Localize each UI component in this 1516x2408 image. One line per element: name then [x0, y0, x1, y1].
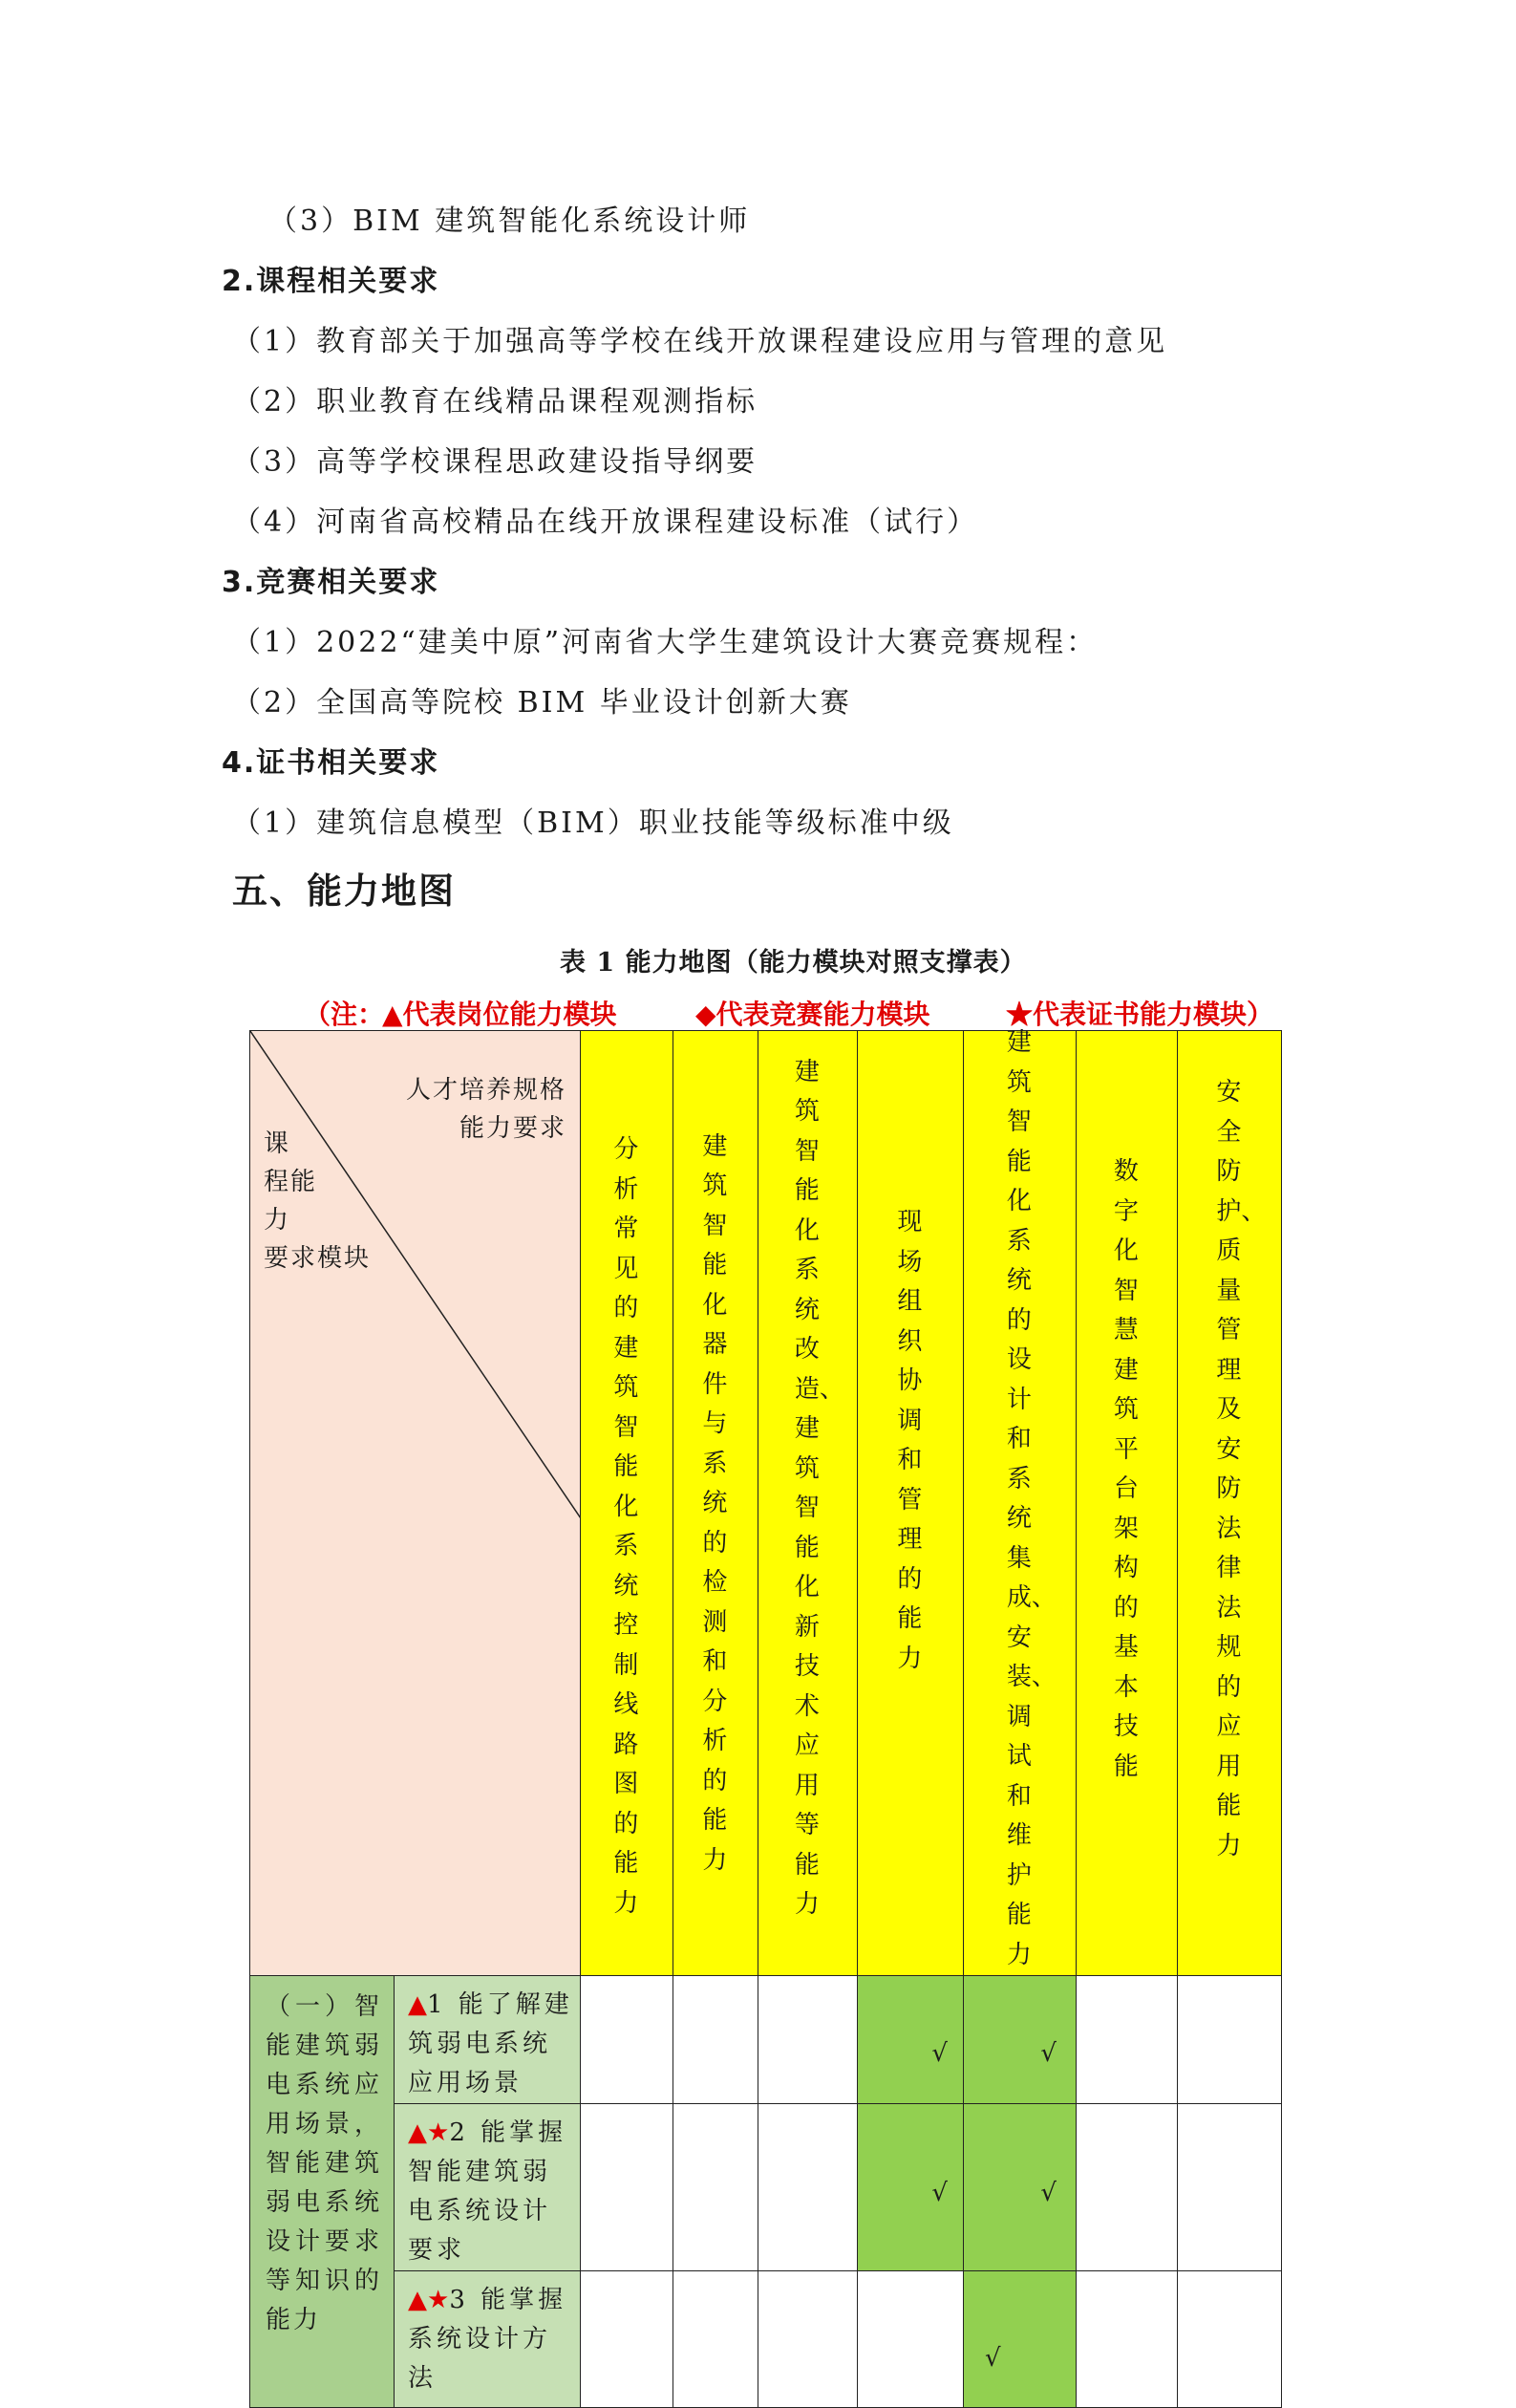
- legend-contest: ◆代表竞赛能力模块: [695, 999, 930, 1030]
- legend-cert: ★代表证书能力模块）: [1006, 999, 1274, 1030]
- ability-cell: ▲1 能了解建筑弱电系统应用场景: [395, 1976, 581, 2104]
- column-header: 分析常见的建筑智能化系统控制线路图的能力: [581, 1031, 673, 1976]
- column-header: 现场组织协调和管理的能力: [858, 1031, 964, 1976]
- line-contest-1: （1）2022“建美中原”河南省大学生建筑设计大赛竞赛规程：: [232, 626, 1099, 659]
- support-cell-checked: √: [964, 1976, 1077, 2104]
- table-row: [250, 2271, 1282, 2408]
- corner-label-bottom-left: 课 程能 力 要求模块: [264, 1129, 372, 1273]
- heading-certificate-requirements: 4.证书相关要求: [222, 746, 440, 780]
- support-cell: [758, 2104, 858, 2271]
- table-caption: 表 1 能力地图（能力模块对照支撑表）: [560, 948, 1027, 978]
- column-header: 数字化智慧建筑平台架构的基本技能: [1077, 1031, 1178, 1976]
- line-course-3: （3）高等学校课程思政建设指导纲要: [232, 445, 758, 479]
- table-row: [250, 2104, 1282, 2271]
- heading-course-requirements: 2.课程相关要求: [222, 265, 440, 298]
- line-contest-2: （2）全国高等院校 BIM 毕业设计创新大赛: [232, 686, 852, 720]
- support-cell-checked: √: [964, 2271, 1077, 2408]
- support-cell: [1077, 1976, 1178, 2104]
- support-cell: [1077, 2104, 1178, 2271]
- column-header: 建筑智能化系统的设计和系统集成、安装、调试和维护能力: [964, 1031, 1077, 1976]
- line-course-4: （4）河南省高校精品在线开放课程建设标准（试行）: [232, 505, 979, 539]
- heading-contest-requirements: 3.竞赛相关要求: [222, 566, 440, 599]
- section-title: 五、能力地图: [232, 871, 456, 912]
- support-cell: [1178, 2104, 1282, 2271]
- support-cell: [1077, 2271, 1178, 2408]
- ability-cell: ▲★3 能掌握系统设计方法: [395, 2271, 581, 2408]
- column-header: 建筑智能化器件与系统的检测和分析的能力: [673, 1031, 758, 1976]
- support-cell: [758, 2271, 858, 2408]
- support-cell: [581, 2271, 673, 2408]
- support-cell-checked: √: [964, 2104, 1077, 2271]
- support-cell-checked: √: [858, 1976, 964, 2104]
- support-cell: [673, 1976, 758, 2104]
- support-cell: [758, 1976, 858, 2104]
- line-course-1: （1）教育部关于加强高等学校在线开放课程建设应用与管理的意见: [232, 325, 1168, 358]
- corner-header-cell: [250, 1031, 581, 1976]
- support-cell: [673, 2104, 758, 2271]
- legend-post: ▲代表岗位能力模块: [382, 999, 617, 1030]
- support-cell: [858, 2271, 964, 2408]
- support-cell: [581, 2104, 673, 2271]
- corner-label-top-right: 人才培养规格 能力要求: [405, 1076, 566, 1143]
- ability-map-table: [249, 1030, 1282, 2408]
- line-job-3: （3）BIM 建筑智能化系统设计师: [268, 204, 751, 238]
- ability-cell: ▲★2 能掌握智能建筑弱电系统设计要求: [395, 2104, 581, 2271]
- line-certificate-1: （1）建筑信息模型（BIM）职业技能等级标准中级: [232, 806, 954, 840]
- column-header: 安全防护、质量管理及安防法律法规的应用能力: [1178, 1031, 1282, 1976]
- table-legend: [304, 994, 1288, 1032]
- module-cell: （一）智能建筑弱电系统应用场景，智能建筑弱电系统设计要求等知识的能力: [250, 1976, 395, 2408]
- support-cell: [1178, 2271, 1282, 2408]
- table-row: [250, 1976, 1282, 2104]
- support-cell: [673, 2271, 758, 2408]
- line-course-2: （2）职业教育在线精品课程观测指标: [232, 385, 758, 419]
- legend-prefix: （注：: [304, 999, 385, 1030]
- support-cell: [1178, 1976, 1282, 2104]
- support-cell-checked: √: [858, 2104, 964, 2271]
- support-cell: [581, 1976, 673, 2104]
- column-header: 建筑智能化系统改造、建筑智能化新技术应用等能力: [758, 1031, 858, 1976]
